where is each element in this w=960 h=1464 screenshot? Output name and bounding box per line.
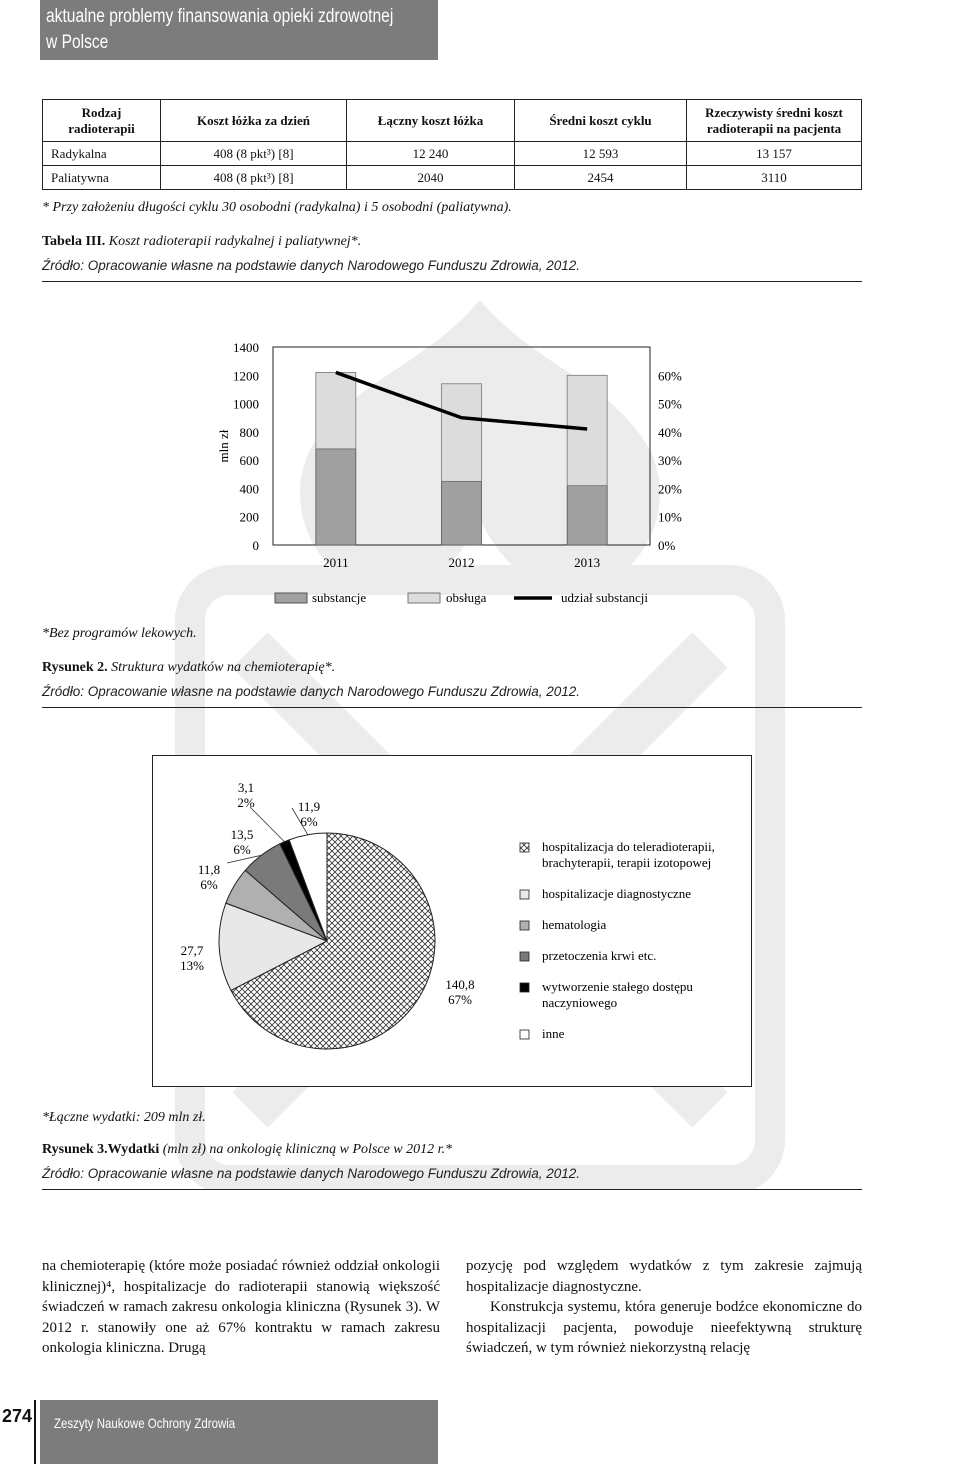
legend-label <box>542 917 606 932</box>
body-paragraph: pozycję pod względem wydatków z tym zakresie zajmują hospitalizacje diagnostyczne. <box>466 1258 862 1295</box>
table-footnote: * Przy założeniu długości cyklu 30 osobodni (radykalna) i 5 osobodni (paliatywna). <box>42 200 512 215</box>
body-paragraph: na chemioterapię (które może posiadać również oddział onkologii klinicznej)⁴, hospitalizacje do radioterapii stanowią większość świadczeń w ramach zakresu onkologia kliniczna (Rysunek 3). W 2012 r. stanowiły one aż 67% kontraktu w ramach zakresu onkologia kliniczna. Drugą <box>42 1258 440 1356</box>
table-cell: 408 (8 pkt³) [8] <box>161 166 347 190</box>
legend-swatch-obsluga <box>408 593 440 603</box>
caption-text: Struktura wydatków na chemioterapię*. <box>111 660 336 675</box>
y-tick-label: 200 <box>239 509 259 525</box>
legend-label-line: hospitalizacja do teleradioterapii, <box>542 839 715 854</box>
divider <box>42 281 862 282</box>
radiotherapy-cost-table <box>42 99 862 190</box>
divider <box>42 1189 862 1190</box>
pie-value-label: 3,1 <box>237 780 255 795</box>
table-header-cell: Łączny koszt łóżka <box>347 100 515 142</box>
bar-obsluga <box>567 375 607 485</box>
body-column-right <box>466 1256 862 1359</box>
y-tick-label: 600 <box>239 453 259 469</box>
divider <box>42 707 862 708</box>
x-tick-label: 2012 <box>448 555 475 570</box>
y2-tick-label: 20% <box>658 481 682 497</box>
chemotherapy-bar-chart <box>200 330 720 620</box>
legend-label-line: inne <box>542 1026 565 1041</box>
bar-substancje <box>316 449 356 545</box>
oncology-pie-chart <box>152 755 752 1087</box>
pie-value-label: 11,9 <box>297 799 321 814</box>
bar-obsluga <box>316 372 356 448</box>
legend-label <box>542 1026 565 1041</box>
y2-tick-label: 40% <box>658 424 682 440</box>
pie-percent-label: 6% <box>300 814 318 829</box>
table-caption <box>42 234 361 250</box>
table-cell: 2454 <box>515 166 687 190</box>
table-cell: 12 240 <box>347 142 515 166</box>
header-line-1: aktualne problemy finansowania opieki zdrowotnej <box>46 6 394 27</box>
body-column-left <box>42 1256 440 1359</box>
pie-percent-label: 13% <box>180 958 204 973</box>
legend-label-line: naczyniowego <box>542 995 618 1010</box>
y2-tick-label: 30% <box>658 453 682 469</box>
table-header-cell: Rodzaj radioterapii <box>43 100 161 142</box>
x-tick-label: 2013 <box>574 555 601 570</box>
table-cell: Paliatywna <box>43 166 161 190</box>
table-header-cell: Średni koszt cyklu <box>515 100 687 142</box>
pie-chart-footnote: *Łączne wydatki: 209 mln zł. <box>42 1110 206 1125</box>
table-header-row <box>43 100 862 142</box>
bar-substancje <box>442 481 482 545</box>
pie-value-label: 11,8 <box>197 862 221 877</box>
legend-label: substancje <box>312 590 367 605</box>
source-line: Źródło: Opracowanie własne na podstawie danych Narodowego Funduszu Zdrowia, 2012. <box>42 684 581 699</box>
bar-substancje <box>567 486 607 545</box>
pie-percent-label: 67% <box>448 992 472 1007</box>
table-header-cell: Koszt łóżka za dzień <box>161 100 347 142</box>
source-line: Źródło: Opracowanie własne na podstawie danych Narodowego Funduszu Zdrowia, 2012. <box>42 1166 581 1181</box>
y-tick-label: 1400 <box>233 340 259 355</box>
legend-swatch <box>520 1030 529 1039</box>
y-tick-label: 800 <box>239 424 259 440</box>
legend-label: udział substancji <box>561 590 649 605</box>
table-cell: 2040 <box>347 166 515 190</box>
legend-label: obsługa <box>446 590 487 605</box>
y-tick-label: 0 <box>252 538 259 553</box>
source-line: Źródło: Opracowanie własne na podstawie danych Narodowego Funduszu Zdrowia, 2012. <box>42 258 581 273</box>
caption-text: (mln zł) na onkologię kliniczną w Polsce w 2012 r.* <box>162 1142 453 1157</box>
caption-label: Tabela III. <box>42 234 106 249</box>
table-cell: 3110 <box>687 166 862 190</box>
bar-obsluga <box>442 384 482 482</box>
legend-label <box>542 886 691 901</box>
body-paragraph: Konstrukcja systemu, która generuje bodźce ekonomiczne do hospitalizacji pacjenta, powoduje nieefektywną strukturę świadczeń, w tym również niekorzystną relację <box>466 1299 862 1356</box>
x-tick-label: 2011 <box>323 555 349 570</box>
pie-percent-label: 2% <box>237 795 255 810</box>
pie-percent-label: 6% <box>233 842 251 857</box>
y-tick-label: 1200 <box>233 368 259 384</box>
legend-swatch <box>520 983 529 992</box>
legend-swatch <box>520 921 529 930</box>
bar-chart-footnote: *Bez programów lekowych. <box>42 626 197 641</box>
table-row <box>43 166 862 190</box>
pie-value-label: 140,8 <box>445 977 475 992</box>
y2-tick-label: 0% <box>658 538 676 553</box>
pie-percent-label: 6% <box>200 877 218 892</box>
running-header <box>40 0 438 60</box>
table-row <box>43 142 862 166</box>
table-cell: 13 157 <box>687 142 862 166</box>
y2-tick-label: 10% <box>658 509 682 525</box>
legend-label-line: brachyterapii, terapii izotopowej <box>542 855 712 870</box>
legend-label-line: hospitalizacje diagnostyczne <box>542 886 692 901</box>
table-header-cell: Rzeczywisty średni koszt radioterapii na pacjenta <box>687 100 862 142</box>
figure-3-caption <box>42 1142 452 1158</box>
y-tick-label: 400 <box>239 481 259 497</box>
y2-tick-label: 60% <box>658 368 682 384</box>
legend-swatch <box>520 890 529 899</box>
legend-swatch <box>520 843 529 852</box>
running-footer <box>40 1400 438 1464</box>
caption-label: Rysunek 3.Wydatki <box>42 1142 160 1157</box>
legend-label-line: hematologia <box>542 917 607 932</box>
table-cell: 408 (8 pkt³) [8] <box>161 142 347 166</box>
caption-text: Koszt radioterapii radykalnej i paliatywnej*. <box>108 234 362 249</box>
legend-label-line: wytworzenie stałego dostępu <box>542 979 693 994</box>
figure-2-caption <box>42 660 335 676</box>
y-tick-label: 1000 <box>233 396 259 412</box>
journal-name: Zeszyty Naukowe Ochrony Zdrowia <box>54 1415 236 1431</box>
legend-label <box>542 839 715 870</box>
legend-swatch <box>520 952 529 961</box>
page-number: 274 <box>0 1400 36 1464</box>
header-line-2: w Polsce <box>46 32 109 53</box>
y-axis-label: mln zł <box>216 429 231 463</box>
pie-value-label: 13,5 <box>230 827 254 842</box>
legend-label-line: przetoczenia krwi etc. <box>542 948 657 963</box>
legend-label <box>542 948 656 963</box>
pie-value-label: 27,7 <box>180 943 204 958</box>
table-cell: 12 593 <box>515 142 687 166</box>
legend-swatch-substancje <box>275 593 307 603</box>
caption-label: Rysunek 2. <box>42 660 108 675</box>
table-cell: Radykalna <box>43 142 161 166</box>
y2-tick-label: 50% <box>658 396 682 412</box>
